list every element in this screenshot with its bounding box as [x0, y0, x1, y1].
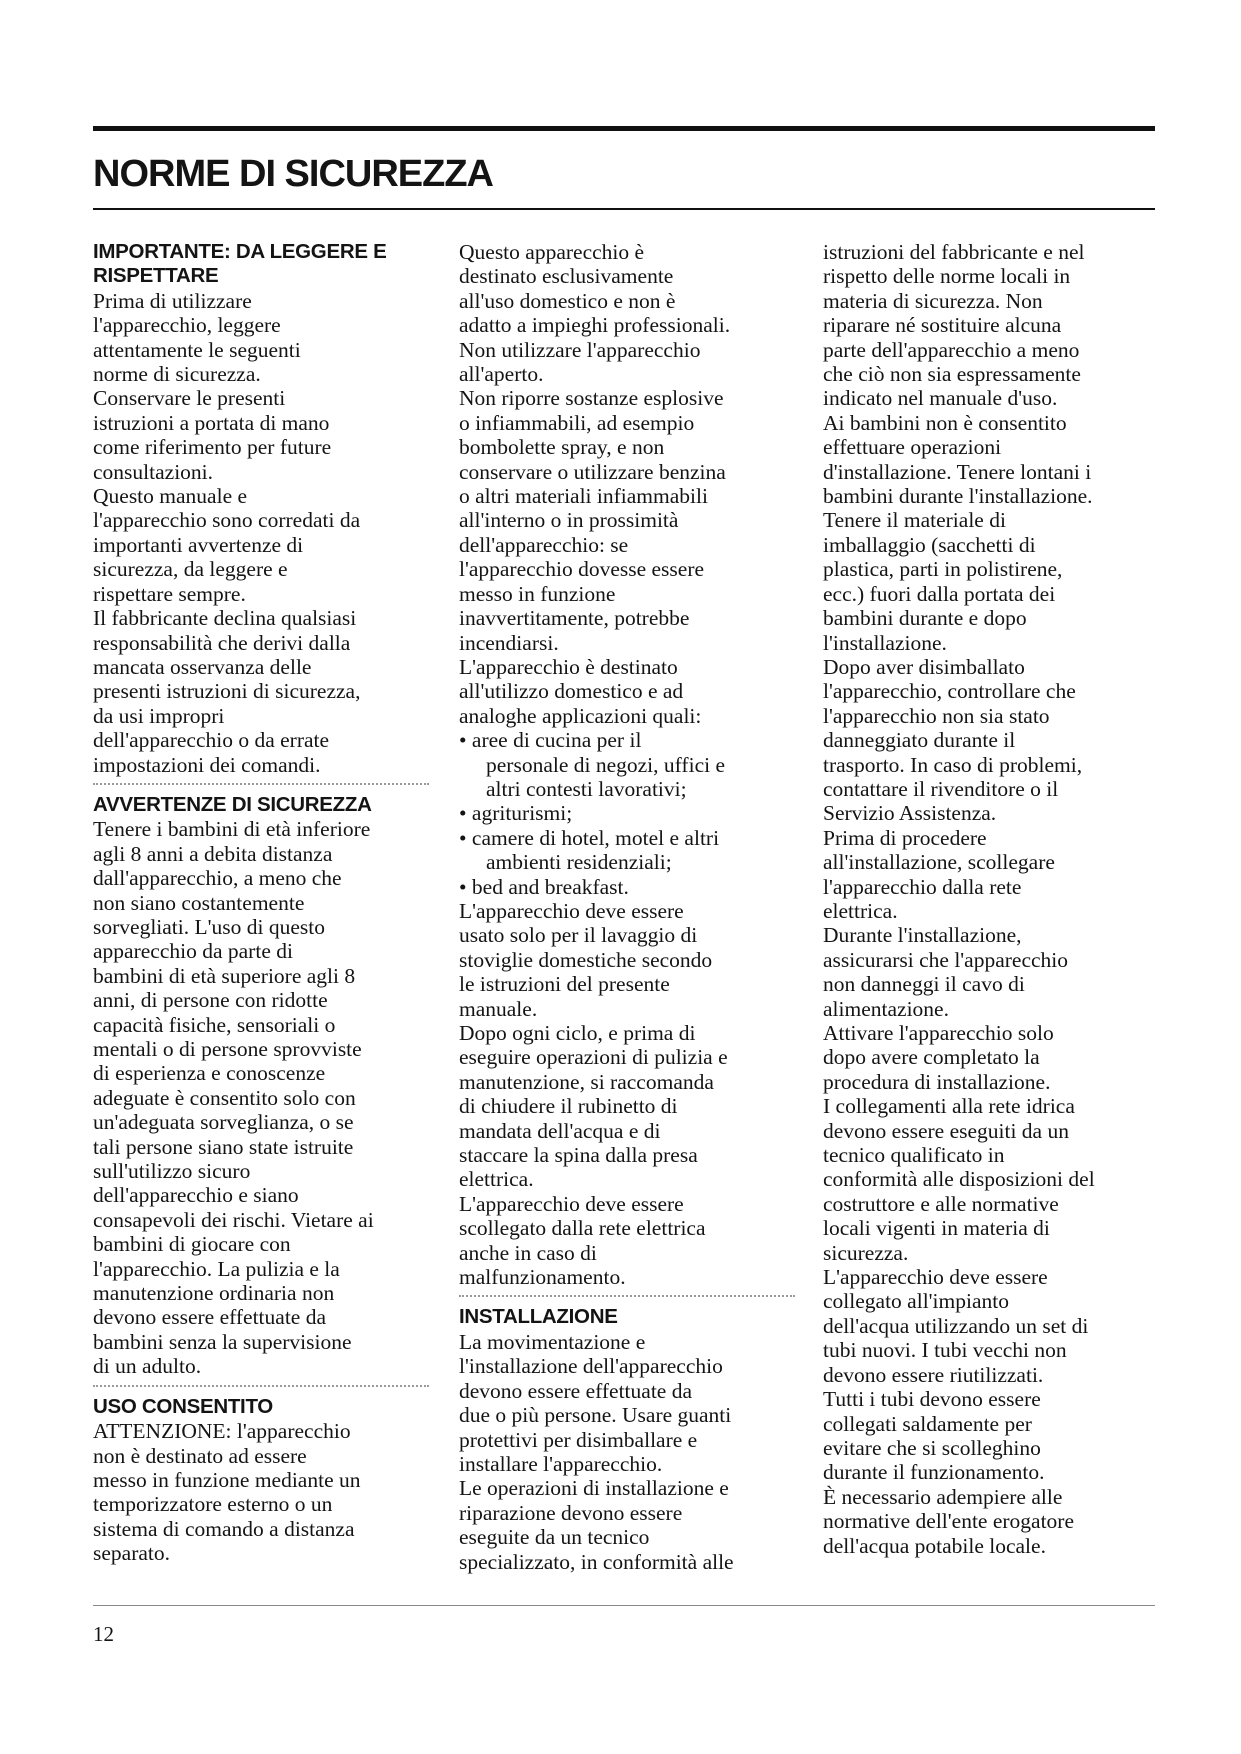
text-line: effettuare operazioni — [823, 435, 1002, 460]
text-line: agli 8 anni a debita distanza — [93, 841, 333, 866]
text-line: devono essere eseguiti da un — [823, 1118, 1069, 1143]
text-line: all'interno o in prossimità — [459, 508, 679, 533]
text-line: non è destinato ad essere — [93, 1443, 307, 1468]
text-line: L'apparecchio deve essere — [823, 1265, 1048, 1290]
text-line: analoghe applicazioni quali: — [459, 703, 702, 728]
text-line: incendiarsi. — [459, 630, 559, 655]
text-line: eseguite da un tecnico — [459, 1525, 650, 1550]
text-line: consapevoli dei rischi. Vietare ai — [93, 1207, 374, 1232]
text-line: Attivare l'apparecchio solo — [823, 1021, 1054, 1045]
text-line: Non utilizzare l'apparecchio — [459, 337, 701, 362]
text-line: dell'apparecchio e siano — [93, 1183, 299, 1208]
text-line: installare l'apparecchio. — [459, 1451, 663, 1476]
text-line: assicurarsi che l'apparecchio — [823, 947, 1069, 972]
list-item — [459, 826, 804, 875]
text-line: Durante l'installazione, — [823, 923, 1022, 948]
text-line: malfunzionamento. — [459, 1265, 626, 1290]
text-line: apparecchio da parte di — [93, 939, 293, 964]
text-line: l'apparecchio. La pulizia e la — [93, 1256, 340, 1281]
text-line: eseguire operazioni di pulizia e — [459, 1045, 728, 1070]
text-line: bambini senza la supervisione — [93, 1329, 352, 1354]
text-line: manuale. — [459, 996, 538, 1021]
text-line: Le operazioni di installazione e — [459, 1476, 729, 1501]
paragraph-avvertenze — [93, 817, 433, 1378]
text-line: dell'apparecchio: se — [459, 532, 629, 557]
text-line: non danneggi il cavo di — [823, 972, 1025, 997]
text-line: che ciò non sia espressamente — [823, 362, 1081, 387]
text-line: capacità fisiche, sensoriali o — [93, 1012, 336, 1037]
text-line: rispetto delle norme locali in — [823, 264, 1071, 289]
text-line: Tutti i tubi devono essere — [823, 1387, 1041, 1412]
text-line: Ai bambini non è consentito — [823, 410, 1067, 435]
text-line: conformità alle disposizioni del — [823, 1167, 1095, 1192]
dotted-separator — [93, 783, 429, 785]
text-line: Questo manuale e — [93, 484, 248, 509]
text-line: mandata dell'acqua e di — [459, 1118, 661, 1143]
text-line: normative dell'ente erogatore — [823, 1509, 1075, 1534]
text-line: costruttore e alle normative — [823, 1191, 1059, 1216]
text-line: indicato nel manuale d'uso. — [823, 386, 1058, 411]
text-line: da usi impropri — [93, 703, 225, 728]
text-line: anche in caso di — [459, 1240, 597, 1265]
text-line: inavvertitamente, potrebbe — [459, 606, 690, 631]
text-line: RISPETTARE — [93, 264, 219, 288]
text-line: mentali o di persone sprovviste — [93, 1037, 362, 1061]
text-line: temporizzatore esterno o un — [93, 1492, 333, 1517]
text-line: l'apparecchio, controllare che — [823, 679, 1076, 704]
text-line: separato. — [93, 1541, 171, 1566]
text-line: adeguate è consentito solo con — [93, 1085, 356, 1110]
text-line: L'apparecchio è destinato — [459, 654, 678, 679]
text-line: responsabilità che derivi dalla — [93, 630, 351, 655]
text-line: devono essere riutilizzati. — [823, 1362, 1044, 1387]
text-line: Prima di procedere — [823, 825, 987, 850]
text-line: imballaggio (sacchetti di — [823, 532, 1036, 557]
text-line: bambini di giocare con — [93, 1232, 291, 1257]
paragraph-uso-domestico — [459, 240, 804, 728]
list-item — [459, 875, 804, 899]
text-line: Questo apparecchio è — [459, 240, 645, 264]
heading-avvertenze: AVVERTENZE DI SICUREZZA — [93, 792, 372, 816]
text-line: • agriturismi; — [459, 801, 573, 826]
text-line: due o più persone. Usare guanti — [459, 1403, 732, 1428]
paragraph-installazione — [459, 1330, 804, 1574]
text-line: riparare né sostituire alcuna — [823, 313, 1062, 338]
text-line: devono essere effettuate da — [93, 1305, 327, 1330]
text-line: Non riporre sostanze esplosive — [459, 386, 724, 411]
text-line: importanti avvertenze di — [93, 532, 304, 557]
text-line: attentamente le seguenti — [93, 337, 301, 362]
text-line: consultazioni. — [93, 459, 214, 484]
text-line: sorvegliati. L'uso di questo — [93, 914, 325, 939]
top-rule — [93, 126, 1155, 131]
text-line: ambienti residenziali; — [486, 850, 672, 875]
text-line: usato solo per il lavaggio di — [459, 923, 698, 948]
text-line: dell'acqua potabile locale. — [823, 1533, 1046, 1558]
text-line: sicurezza, da leggere e — [93, 557, 288, 582]
text-line: specializzato, in conformità alle — [459, 1549, 734, 1574]
text-line: l'apparecchio dovesse essere — [459, 557, 705, 582]
page-title: NORME DI SICUREZZA — [93, 153, 493, 195]
text-line: La movimentazione e — [459, 1329, 646, 1354]
text-line: adatto a impieghi professionali. — [459, 313, 731, 338]
text-line: all'installazione, scollegare — [823, 850, 1055, 875]
text-line: sicurezza. — [823, 1240, 909, 1265]
text-line: ecc.) fuori dalla portata dei — [823, 581, 1056, 606]
text-line: sull'utilizzo sicuro — [93, 1159, 251, 1184]
bottom-rule — [93, 1605, 1155, 1606]
text-line: norme di sicurezza. — [93, 362, 261, 387]
paragraph-importante — [93, 289, 433, 777]
text-line: manutenzione ordinaria non — [93, 1281, 335, 1306]
text-line: plastica, parti in polistirene, — [823, 557, 1063, 582]
text-line: IMPORTANTE: DA LEGGERE E — [93, 240, 387, 263]
text-line: Servizio Assistenza. — [823, 801, 997, 826]
text-line: durante il funzionamento. — [823, 1460, 1045, 1485]
text-line: o altri materiali infiammabili — [459, 484, 708, 509]
text-line: Il fabbricante declina qualsiasi — [93, 606, 357, 631]
text-line: altri contesti lavorativi; — [486, 776, 687, 801]
text-line: di esperienza e conoscenze — [93, 1061, 326, 1086]
text-line: presenti istruzioni di sicurezza, — [93, 679, 361, 704]
text-line: personale di negozi, uffici e — [486, 752, 725, 777]
text-line: Conservare le presenti — [93, 386, 286, 411]
list-item — [459, 728, 804, 801]
column-3 — [823, 240, 1168, 1558]
paragraph-installazione-cont — [823, 240, 1168, 1558]
heading-uso-consentito: USO CONSENTITO — [93, 1394, 273, 1418]
text-line: rispettare sempre. — [93, 581, 246, 606]
text-line: • aree di cucina per il — [459, 728, 642, 753]
text-line: destinato esclusivamente — [459, 264, 674, 289]
text-line: bambini durante e dopo — [823, 606, 1027, 631]
text-line: all'utilizzo domestico e ad — [459, 679, 684, 704]
text-line: anni, di persone con ridotte — [93, 988, 328, 1013]
text-line: protettivi per disimballare e — [459, 1427, 698, 1452]
text-line: istruzioni del fabbricante e nel — [823, 240, 1085, 264]
dotted-separator — [93, 1385, 429, 1387]
text-line: procedura di installazione. — [823, 1069, 1051, 1094]
text-line: L'apparecchio deve essere — [459, 898, 684, 923]
text-line: all'uso domestico e non è — [459, 288, 676, 313]
text-line: I collegamenti alla rete idrica — [823, 1094, 1075, 1119]
text-line: l'installazione. — [823, 630, 947, 655]
text-line: elettrica. — [459, 1167, 534, 1192]
text-line: o infiammabili, ad esempio — [459, 410, 695, 435]
title-rule — [93, 208, 1155, 210]
text-line: Prima di utilizzare — [93, 288, 252, 313]
column-2 — [459, 240, 804, 1574]
text-line: • bed and breakfast. — [459, 874, 629, 899]
text-line: un'adeguata sorveglianza, o se — [93, 1110, 354, 1135]
page-number: 12 — [93, 1622, 114, 1646]
text-line: bombolette spray, e non — [459, 435, 665, 460]
text-line: mancata osservanza delle — [93, 654, 312, 679]
text-line: Tenere i bambini di età inferiore — [93, 817, 371, 842]
text-line: istruzioni a portata di mano — [93, 410, 330, 435]
text-line: devono essere effettuate da — [459, 1378, 693, 1403]
text-line: stoviglie domestiche secondo — [459, 947, 713, 972]
text-line: dell'acqua utilizzando un set di — [823, 1313, 1089, 1338]
text-line: l'installazione dell'apparecchio — [459, 1354, 723, 1379]
column-1 — [93, 240, 433, 1566]
text-line: collegati saldamente per — [823, 1411, 1032, 1436]
text-line: Dopo ogni ciclo, e prima di — [459, 1021, 696, 1045]
text-line: d'installazione. Tenere lontani i — [823, 459, 1092, 484]
list-item — [459, 801, 804, 825]
text-line: trasporto. In caso di problemi, — [823, 752, 1083, 777]
text-line: alimentazione. — [823, 996, 949, 1021]
paragraph-uso-consentito — [93, 1419, 433, 1565]
text-line: di chiudere il rubinetto di — [459, 1094, 678, 1119]
text-line: collegato all'impianto — [823, 1289, 1009, 1314]
text-line: conservare o utilizzare benzina — [459, 459, 726, 484]
text-line: È necessario adempiere alle — [823, 1484, 1063, 1509]
text-line: impostazioni dei comandi. — [93, 752, 321, 777]
text-line: l'apparecchio dalla rete — [823, 874, 1022, 899]
text-line: tubi nuovi. I tubi vecchi non — [823, 1338, 1067, 1363]
dotted-separator — [459, 1295, 795, 1297]
text-line: staccare la spina dalla presa — [459, 1143, 698, 1168]
text-line: manutenzione, si raccomanda — [459, 1069, 714, 1094]
text-line: locali vigenti in materia di — [823, 1216, 1050, 1241]
text-line: L'apparecchio deve essere — [459, 1191, 684, 1216]
text-line: riparazione devono essere — [459, 1500, 683, 1525]
text-line: tali persone siano state istruite — [93, 1134, 354, 1159]
text-line: l'apparecchio non sia stato — [823, 703, 1050, 728]
text-line: messo in funzione — [459, 581, 616, 606]
text-line: parte dell'apparecchio a meno — [823, 337, 1080, 362]
text-line: danneggiato durante il — [823, 728, 1016, 753]
heading-importante — [93, 240, 433, 289]
text-line: evitare che si scolleghino — [823, 1435, 1041, 1460]
bullet-list — [459, 728, 804, 899]
text-line: Dopo aver disimballato — [823, 654, 1025, 679]
text-line: contattare il rivenditore o il — [823, 776, 1059, 801]
text-line: ATTENZIONE: l'apparecchio — [93, 1419, 351, 1444]
text-line: tecnico qualificato in — [823, 1143, 1005, 1168]
text-line: di un adulto. — [93, 1354, 202, 1379]
text-line: dell'apparecchio o da errate — [93, 728, 330, 753]
text-line: come riferimento per future — [93, 435, 332, 460]
text-line: Tenere il materiale di — [823, 508, 1006, 533]
text-line: bambini di età superiore agli 8 — [93, 963, 356, 988]
text-line: all'aperto. — [459, 362, 544, 387]
text-line: l'apparecchio sono corredati da — [93, 508, 361, 533]
text-line: materia di sicurezza. Non — [823, 288, 1043, 313]
text-line: sistema di comando a distanza — [93, 1516, 355, 1541]
text-line: messo in funzione mediante un — [93, 1467, 361, 1492]
text-line: le istruzioni del presente — [459, 972, 670, 997]
text-line: bambini durante l'installazione. — [823, 484, 1093, 509]
text-line: l'apparecchio, leggere — [93, 313, 281, 338]
text-line: dall'apparecchio, a meno che — [93, 866, 342, 891]
heading-installazione: INSTALLAZIONE — [459, 1305, 618, 1329]
paragraph-lavaggio — [459, 899, 804, 1290]
text-line: dopo avere completato la — [823, 1045, 1040, 1070]
text-line: • camere di hotel, motel e altri — [459, 825, 720, 850]
text-line: scollegato dalla rete elettrica — [459, 1216, 706, 1241]
text-line: elettrica. — [823, 898, 898, 923]
text-line: non siano costantemente — [93, 890, 305, 915]
